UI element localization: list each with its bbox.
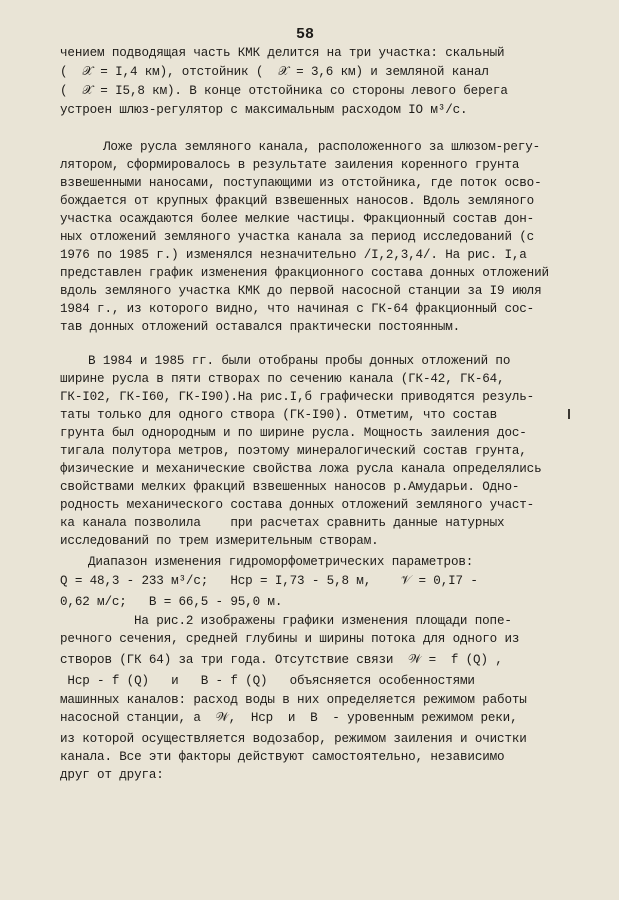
text-line: 1976 по 1985 г.) изменялся незначительно /I,2,3,4/. На рис. I,а — [60, 248, 527, 262]
text-line: Диапазон изменения гидроморфометрических параметров: — [88, 555, 474, 569]
text-line: бождается от крупных фракций взвешенных наносов. Вдоль земляного — [60, 194, 535, 208]
text-line: Ложе русла земляного канала, расположенного за шлюзом-регу- — [103, 140, 541, 154]
text-line: участка осаждаются более мелкие частицы. Фракционный состав дон- — [60, 212, 535, 226]
text-line: канала. Все эти факторы действуют самостоятельно, независимо — [60, 750, 505, 764]
text-line: ных отложений земляного участка канала за период исследований (с — [60, 230, 535, 244]
formula-line: насосной станции, а 𝒲, Hср и B - уровенным режимом реки, — [60, 711, 518, 725]
text-line: вдоль земляного участка КМК до первой насосной станции за I9 июля — [60, 284, 542, 298]
text-line: ка канала позволила при расчетах сравнить данные натурных — [60, 516, 505, 530]
text-line: В 1984 и 1985 гг. были отобраны пробы донных отложений по — [88, 354, 511, 368]
text-line: родность механического состава донных отложений земляного участ- — [60, 498, 535, 512]
page-number: 58 — [296, 26, 315, 43]
text-line: тав донных отложений оставался практически постоянным. — [60, 320, 461, 334]
formula-line: 0,62 м/с; B = 66,5 - 95,0 м. — [60, 595, 283, 609]
formula-line: створов (ГК 64) за три года. Отсутствие связи 𝒲 = f (Q) , — [60, 653, 503, 667]
text-line: машинных каналов: расход воды в них определяется режимом работы — [60, 693, 527, 707]
text-line: 1984 г., из которого видно, что начиная с ГК-64 фракционный сос- — [60, 302, 535, 316]
formula-line: Hср - f (Q) и B - f (Q) объясняется особенностями — [60, 674, 475, 688]
text-line: представлен график изменения фракционного состава донных отложений — [60, 266, 549, 280]
text-line: чением подводящая часть КМК делится на три участка: скальный — [60, 46, 505, 60]
text-line: тигала полутора метров, поэтому минералогический состав грунта, — [60, 444, 527, 458]
text-line: грунта был однородным и по ширине русла. Мощность заиления дос- — [60, 426, 527, 440]
text-line: ( 𝒳 = I5,8 км). В конце отстойника со стороны левого берега — [60, 84, 508, 98]
text-line: речного сечения, средней глубины и ширины потока для одного из — [60, 632, 520, 646]
margin-mark — [568, 409, 570, 419]
text-line: из которой осуществляется водозабор, режимом заиления и очистки — [60, 732, 527, 746]
text-line: исследований по трем измерительным створам. — [60, 534, 379, 548]
text-line: ( 𝒳 = I,4 км), отстойник ( 𝒳 = 3,6 км) и земляной канал — [60, 65, 489, 79]
text-line: свойствами мелких фракций взвешенных наносов р.Амударьи. Одно- — [60, 480, 520, 494]
text-line: таты только для одного створа (ГК-I90). Отметим, что состав — [60, 408, 498, 422]
text-line: На рис.2 изображены графики изменения площади попе- — [134, 614, 512, 628]
text-line: ширине русла в пяти створах по сечению канала (ГК-42, ГК-64, — [60, 372, 505, 386]
formula-line: Q = 48,3 - 233 м³/с; Hср = I,73 - 5,8 м, 𝒱 = 0,I7 - — [60, 574, 478, 588]
text-line: взвешенными наносами, поступающими из отстойника, где поток осво- — [60, 176, 542, 190]
text-line: лятором, сформировалось в результате заиления коренного грунта — [60, 158, 520, 172]
text-line: друг от друга: — [60, 768, 164, 782]
text-line: ГК-I02, ГК-I60, ГК-I90).На рис.I,б графически приводятся резуль- — [60, 390, 535, 404]
text-line: физические и механические свойства ложа русла канала определялись — [60, 462, 542, 476]
text-line: устроен шлюз-регулятор с максимальным расходом IO м³/с. — [60, 103, 468, 117]
